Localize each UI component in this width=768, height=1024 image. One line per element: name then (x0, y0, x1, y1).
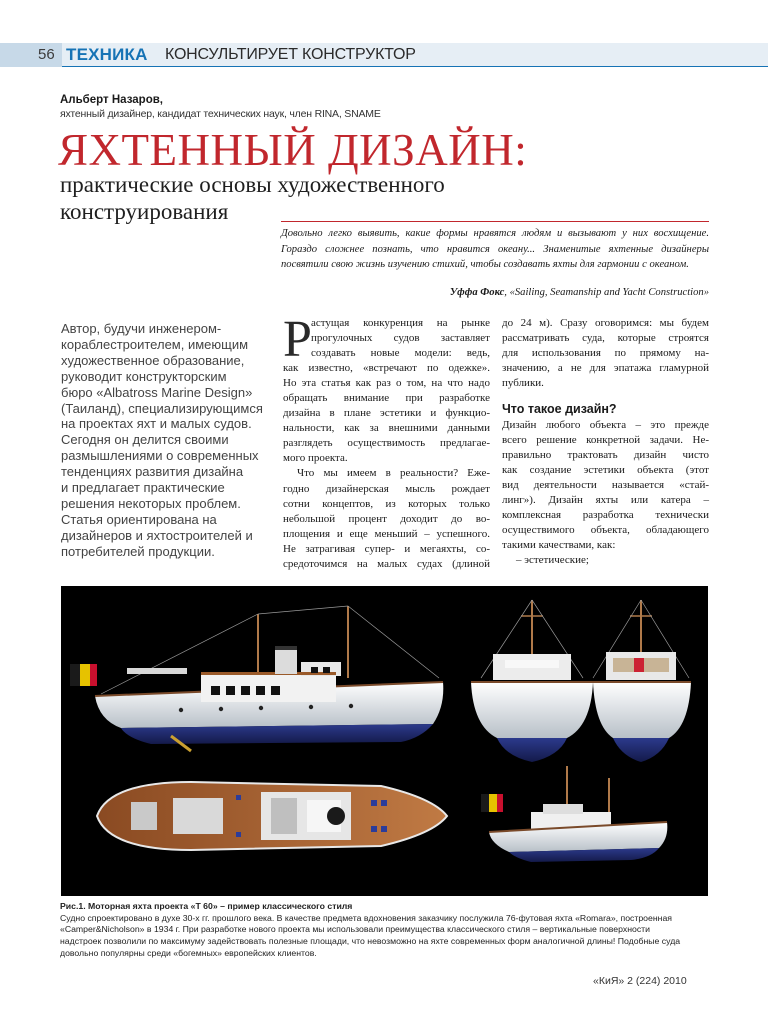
page-footer: «КиЯ» 2 (224) 2010 (593, 975, 687, 987)
body-line: такими качествами, как: (502, 539, 616, 552)
caption-line: Судно спроектировано в духе 30-х гг. прошлого века. В качестве предмета вдохновения заказчику послужила 76-футовая яхта «Romara», построенная (60, 912, 672, 923)
body-column-2-bottom (502, 418, 709, 568)
lead-line: потребителей продукции. (61, 543, 215, 559)
lead-line: руководит конструкторским (61, 368, 227, 384)
author-name: Альберт Назаров, (60, 94, 163, 106)
lead-line: Автор, будучи инженером- (61, 321, 222, 336)
body-line: небольшой процент доходит до во- (283, 512, 490, 525)
lead-line: Статья ориентирована на (61, 511, 217, 527)
yacht-top-view (97, 782, 447, 850)
header-rule (62, 66, 768, 67)
body-line: нальности, как за внешними данными (283, 422, 490, 435)
section-title: ТЕХНИКА (66, 45, 148, 64)
body-line: – эстетические; (516, 554, 589, 567)
caption-line: надстроек позволили по максимуму задействовать полезные площади, что невозможно на яхте современных форм аналогичной длины! Подобные суда (60, 936, 681, 947)
lead-line: и предлагает практические (61, 480, 225, 496)
body-line: рассматривать суда, которые строятся (502, 332, 709, 345)
article-subtitle-line-2: конструирования (60, 199, 229, 224)
epigraph-text: Довольно легко выявить, какие формы нравятся людям и вызывают у них восхищение. Гораздо сложнее познать, что нравится океану... Знаменитые яхтенные дизайнеры посвятили свою жизнь изучению стихий, чтобы создавать яхты для гармонии с океаном. (281, 228, 709, 270)
yacht-illustration (61, 586, 708, 896)
body-line: прогулочных судов заставляет (311, 332, 490, 345)
body-line: Не затрагивая супер- и мегаяхты, со- (283, 542, 490, 555)
caption-line: «Camper&Nicholson» в 1934 г. При разработке нового проекта мы использовали преимущества классического стиля – вертикальные поверхности (60, 924, 651, 935)
body-line: годно дизайнерская мысль рождает (283, 482, 490, 495)
epigraph-author: Уффа Фокс (449, 287, 505, 298)
page-header (0, 43, 768, 67)
caption-title: Рис.1. Моторная яхта проекта «Т 60» – пример классического стиля (60, 901, 353, 911)
body-line: мого проекта. (283, 452, 348, 465)
author-description: яхтенный дизайнер, кандидат технических наук, член RINA, SNAME (60, 108, 381, 120)
lead-line: (Таиланд), специализирующимся (61, 400, 263, 416)
yacht-side-view (70, 606, 443, 751)
body-line: Что мы имеем в реальности? Еже- (297, 467, 490, 480)
yacht-bow-view (471, 600, 593, 762)
body-line: линг»). Дизайн яхты или катера – (502, 494, 709, 507)
body-line: сотни концептов, из которых только (283, 497, 490, 510)
drop-cap: Р (283, 311, 312, 368)
body-line: значению, а не для эпатажа гламурной (502, 362, 709, 375)
body-line: средоточимся на малых судах (длиной (283, 557, 490, 570)
lead-paragraph (61, 321, 266, 560)
body-line: для использования по прямому на- (502, 347, 709, 360)
figure-caption (60, 901, 720, 960)
yacht-stern-view (593, 600, 691, 762)
caption-line: довольно популярны среди «богемных» европейских клиентов. (60, 947, 317, 958)
lead-line: Сегодня он делится своими (61, 432, 229, 448)
body-line: разглядеть осуществимость предлагае- (283, 437, 490, 450)
lead-line: бюро «Albatross Marine Design» (61, 384, 253, 400)
body-line: Но эта статья как раз о том, на что надо (283, 377, 490, 390)
epigraph-source: , «Sailing, Seamanship and Yacht Construction» (504, 287, 709, 298)
body-line: как известно, «встречают по одежке». (283, 362, 490, 375)
lead-line: решения некоторых проблем. (61, 495, 241, 511)
lead-line: размышлениями о современных (61, 448, 259, 464)
body-line: всего решение конкретной задачи. Не- (502, 434, 709, 447)
body-line: до 24 м). Сразу оговоримся: мы будем (502, 317, 709, 329)
body-line: осуществимого объекта, обладающего (502, 524, 709, 537)
body-line: астущая конкуренция на рынке (311, 317, 490, 329)
lead-line: на проектах яхт и малых судов. (61, 416, 252, 432)
epigraph-attribution (281, 287, 709, 298)
body-line: публики. (502, 377, 544, 390)
lead-line: художественное образование, (61, 352, 245, 368)
body-line: как создание эстетики объекта (этот (502, 464, 709, 477)
yacht-perspective-view (481, 766, 667, 862)
lead-line: кораблестроителем, имеющим (61, 336, 249, 352)
body-line: создавать новые модели: ведь, (311, 347, 490, 360)
page-number: 56 (38, 46, 55, 63)
subtitle-rule (281, 221, 709, 222)
body-line: обращать внимание при разработке (283, 392, 490, 405)
body-line: комплексная разработка технически (502, 509, 709, 522)
article-title: ЯХТЕННЫЙ ДИЗАЙН: (58, 125, 528, 175)
article-subtitle-line-1: практические основы художественного (60, 172, 445, 197)
body-line: правильно трактовать дизайн чисто (502, 449, 709, 462)
body-column-2-top (502, 316, 709, 391)
lead-line: дизайнеров и яхтостроителей и (61, 527, 253, 543)
body-line: вид деятельности называется «стай- (502, 479, 709, 492)
body-line: дизайна в плане эстетики и функцио- (283, 407, 490, 420)
body-line: Дизайн любого объекта – это прежде (502, 419, 709, 431)
lead-line: тенденциях развития дизайна (61, 464, 244, 480)
section-heading: Что такое дизайн? (502, 402, 617, 416)
body-column-1 (283, 311, 490, 572)
subsection-title: КОНСУЛЬТИРУЕТ КОНСТРУКТОР (165, 46, 416, 63)
body-line: площения и еще меньший – успешного. (283, 527, 490, 540)
